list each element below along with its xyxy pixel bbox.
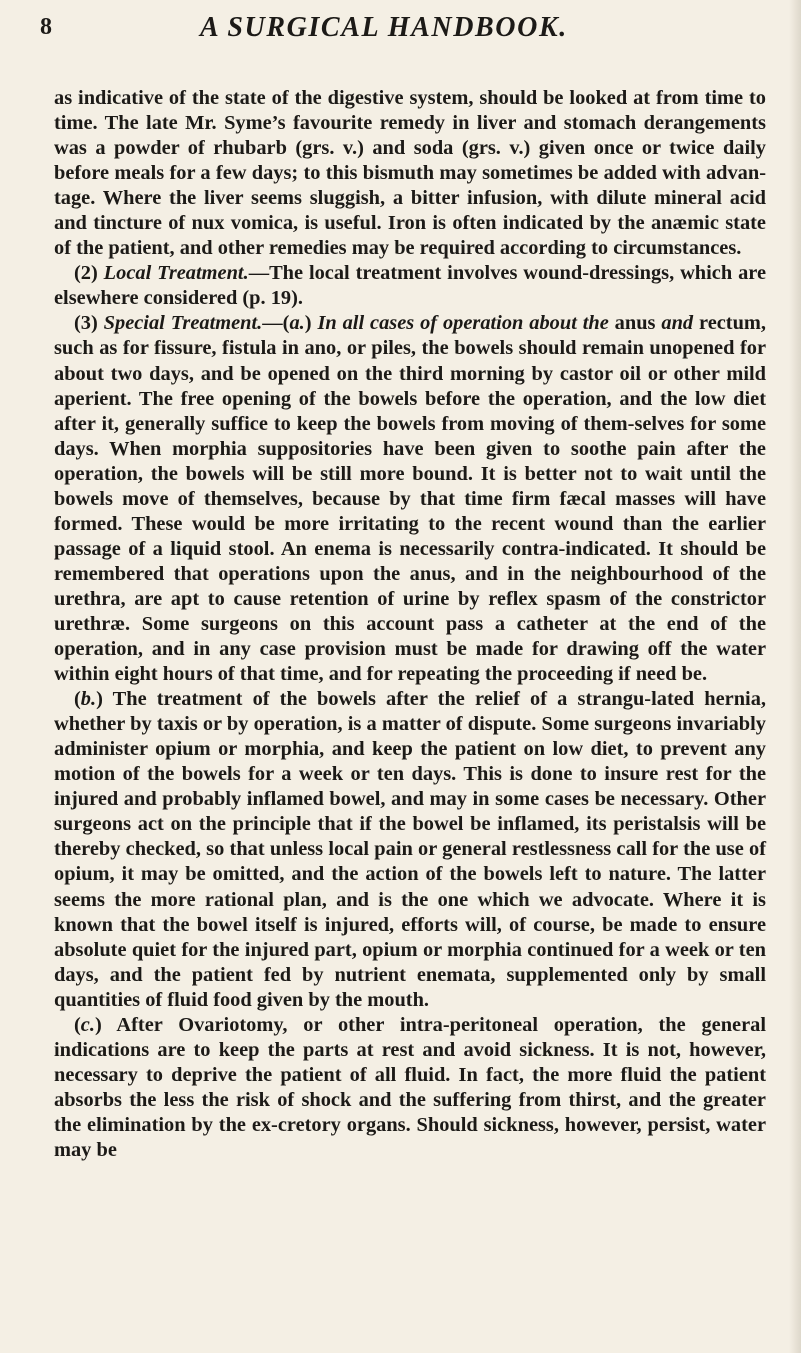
italic-text: and [661,312,694,335]
text-run: ) [304,312,318,335]
text-run: (2) [74,262,104,285]
italic-text: In all cases of operation about the [317,312,609,335]
paragraph-local-treatment [54,261,766,311]
text-run: rectum, such as for fissure, fistula in ano, or piles, the bowels should remain unopened for about two days, and be opened on the third morning by castor oil or other mild aperient. The free opening of the bowels before the operation, and the low diet after it, generally suffice to keep the bowels from moving of them-selves for some days. When morphia suppositories have been given to soothe pain after the operation, the bowels will be still more bound. It is better not to wait until the bowels move of themselves, because by that time firm fæcal masses will have formed. These would be more irritating to the recent wound than the earlier passage of a liquid stool. An enema is necessarily contra-indicated. It should be remembered that operations upon the anus, and in the neighbourhood of the urethra, are apt to cause retention of urine by reflex spasm of the constrictor urethræ. Some surgeons on this account pass a catheter at the end of the operation, and in any case provision must be made for drawing off the water within eight hours of that time, and for repeating the proceeding if need be. [54,312,767,686]
running-head [40,12,780,52]
text-run: —The local treatment involves wound-dressings, which are elsewhere considered (p. 19). [54,262,767,310]
page-edge-shadow [789,0,801,1353]
italic-text: Local Treatment. [103,262,249,285]
text-run: ( [74,688,81,711]
text-run: ) After Ovariotomy, or other intra-peritoneal operation, the general indications are to keep the parts at rest and avoid sickness. It is not, however, necessary to deprive the patient of all fluid. In fact, the more fluid the patient absorbs the less the risk of shock and the suffering from thirst, and the greater the elimination by the ex-cretory organs. Should sickness, however, persist, water may be [54,1013,766,1161]
italic-text: c. [80,1013,95,1036]
text-run: as indicative of the state of the digestive system, should be looked at from time to time. The late Mr. Syme’s favourite remedy in liver and stomach derangements was a powder of rhubarb (grs. v.) and soda (grs. v.) given once or twice daily before meals for a few days; to this bismuth may sometimes be added with advan-tage. Where the liver seems sluggish, a bitter infusion, with dilute mineral acid and tincture of nux vomica, is useful. Iron is often indicated by the anæmic state of the patient, and other remedies may be required according to circumstances. [54,87,766,260]
text-run: anus [608,312,662,335]
text-run: (3) [74,312,104,335]
paragraph-hernia [54,687,766,1013]
text-run: —( [262,312,290,335]
text-run: ) The treatment of the bowels after the relief of a strangu-lated hernia, whether by taxis or by operation, is a matter of dispute. Some surgeons invariably administer opium or morphia, and keep the patient on low diet, to prevent any motion of the bowels for a week or ten days. This is done to insure rest for the injured and probably inflamed bowel, and may in some cases be necessary. Other surgeons act on the principle that if the bowel be inflamed, its peristalsis will be thereby checked, so that unless local pain or general restlessness call for the use of opium, it may be omitted, and the action of the bowels left to nature. The latter seems the more rational plan, and is the one which we advocate. Where it is known that the bowel itself is injured, efforts will, of course, be made to ensure absolute quiet for the injured part, opium or morphia continued for a week or ten days, and the patient fed by nutrient enemata, supplemented only by small quantities of fluid food given by the mouth. [54,688,766,1011]
text-run: ( [74,1013,81,1036]
paragraph-special-treatment [54,311,766,687]
italic-text: b. [80,688,97,711]
italic-text: a. [289,312,305,335]
italic-text: Special Treatment. [103,312,263,335]
body-text [54,86,766,1163]
paragraph-digestive [54,86,766,261]
running-title: A SURGICAL HANDBOOK. [200,12,568,43]
page-number: 8 [40,14,52,40]
paragraph-ovariotomy [54,1013,766,1163]
